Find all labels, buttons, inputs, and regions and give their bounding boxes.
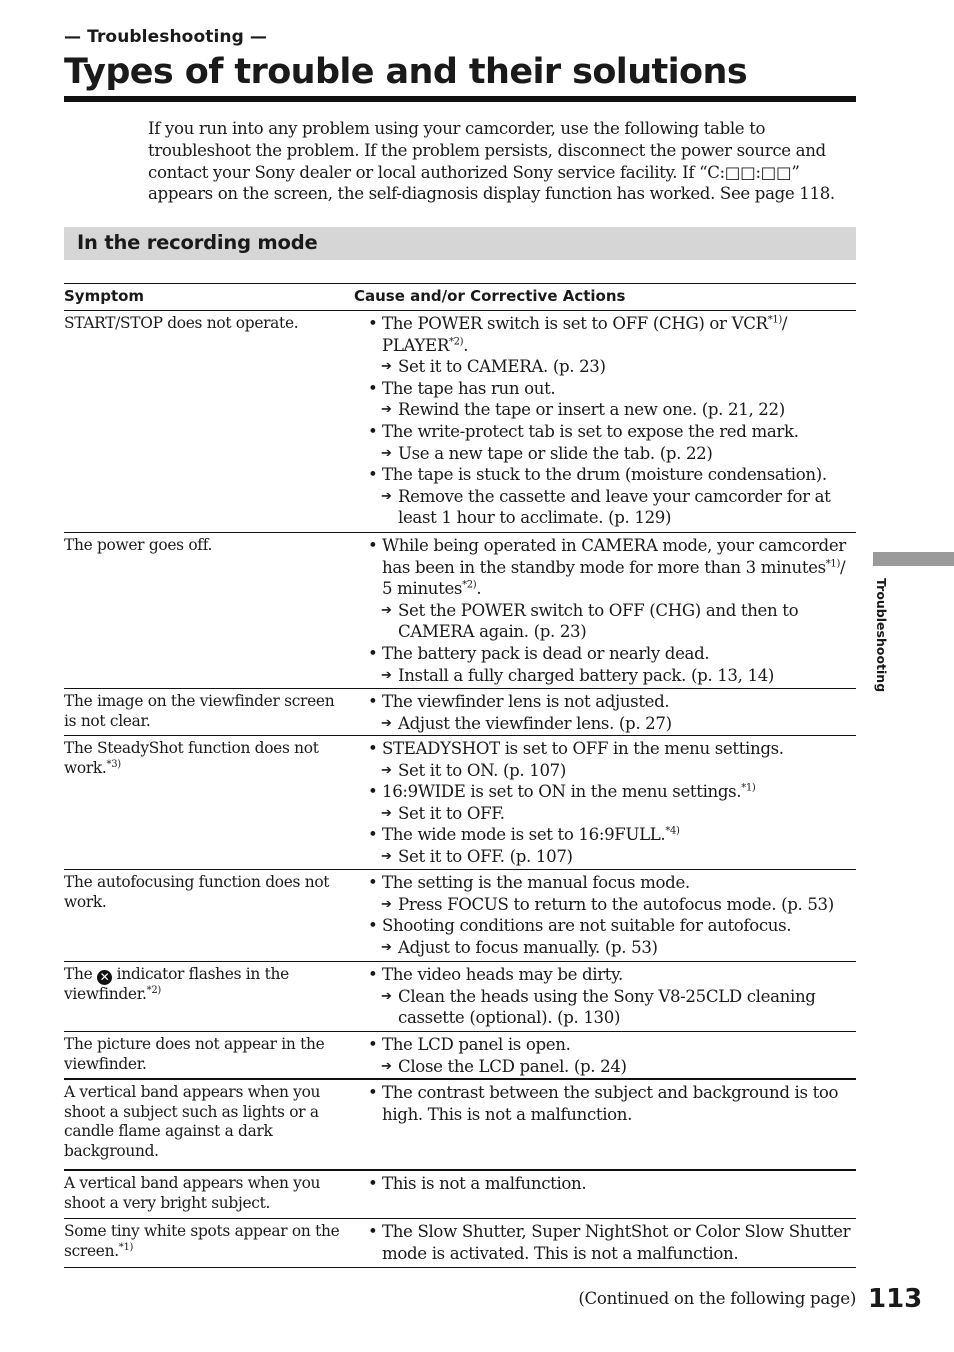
action-item: ➔ Adjust the viewfinder lens. (p. 27) [354,713,856,735]
symptom-cell: The image on the viewfinder screen is not clear. [64,692,335,730]
page-title: Types of trouble and their solutions [64,52,748,92]
table-row [64,1171,856,1219]
cause-cell [354,962,856,1031]
action-item: ➔ Clean the heads using the Sony V8-25CLD cleaning cassette (optional). (p. 130) [354,986,856,1029]
cause-item: • While being operated in CAMERA mode, your camcorder has been in the standby mode for more than 3 minutes$^{*1)}$/ 5 minutes$^{*2)}$. [354,535,856,600]
symptom-cell: The autofocusing function does not work. [64,873,330,911]
action-item: ➔ Install a fully charged battery pack. (p. 13, 14) [354,665,856,687]
cause-item: • The setting is the manual focus mode. [354,872,856,894]
side-tab-marker [873,552,954,566]
action-item: ➔ Set the POWER switch to OFF (CHG) and then to CAMERA again. (p. 23) [354,600,856,643]
continued-note: (Continued on the following page) [578,1289,856,1308]
cause-cell [354,689,856,735]
cause-cell [354,311,856,532]
cause-item: • The write-protect tab is set to expose the red mark. [354,421,856,443]
section-kicker: — Troubleshooting — [64,27,267,47]
cause-item: • The POWER switch is set to OFF (CHG) or VCR$^{*1)}$/ PLAYER$^{*2)}$. [354,313,856,356]
cause-item: • The viewfinder lens is not adjusted. [354,691,856,713]
cause-item: • STEADYSHOT is set to OFF in the menu settings. [354,738,856,760]
intro-text: If you run into any problem using your camcorder, use the following table to troubleshoot the problem. If the problem persists, disconnect the power source and contact your Sony dealer or local authorized Sony service facility. If “C:□□:□□” appears on the screen, the self-diagnosis display function has worked. See page 118. [148,119,835,204]
action-item: ➔ Set it to ON. (p. 107) [354,760,856,782]
table-row [64,736,856,870]
table-row [64,962,856,1032]
table-row [64,689,856,736]
action-item: ➔ Press FOCUS to return to the autofocus mode. (p. 53) [354,894,856,916]
table-row [64,1080,856,1171]
table-row [64,311,856,533]
cause-cell [354,1171,856,1218]
cause-item: • 16:9WIDE is set to ON in the menu settings.$^{*1)}$ [354,781,856,803]
table-row [64,870,856,962]
cause-cell [354,870,856,961]
cause-item: • This is not a malfunction. [354,1173,856,1195]
troubleshooting-table [64,283,856,1268]
header-cause: Cause and/or Corrective Actions [354,287,626,305]
symptom-cell: The picture does not appear in the viewfinder. [64,1035,325,1073]
intro-paragraph [148,118,838,205]
cause-item: • The video heads may be dirty. [354,964,856,986]
cause-item: • The Slow Shutter, Super NightShot or Color Slow Shutter mode is activated. This is not a malfunction. [354,1221,856,1264]
header-symptom: Symptom [64,287,145,305]
symptom-cell: Some tiny white spots appear on the screen.$^{*1)}$ [64,1222,340,1260]
subsection-title: In the recording mode [77,231,318,254]
symptom-cell: START/STOP does not operate. [64,314,299,332]
cause-cell [354,1032,856,1078]
action-item: ➔ Remove the cassette and leave your camcorder for at least 1 hour to acclimate. (p. 129) [354,486,856,529]
cause-item: • The contrast between the subject and background is too high. This is not a malfunction. [354,1082,856,1125]
symptom-cell: The SteadyShot function does not work.$^{*3)}$ [64,739,319,777]
x-indicator-icon: ✕ [97,970,112,985]
symptom-cell: The power goes off. [64,536,213,554]
side-tab-label: Troubleshooting [874,578,889,693]
symptom-cell: A vertical band appears when you shoot a subject such as lights or a candle flame against a dark background. [64,1083,321,1160]
action-item: ➔ Set it to CAMERA. (p. 23) [354,356,856,378]
cause-item: • The tape has run out. [354,378,856,400]
table-row [64,1032,856,1080]
cause-cell [354,533,856,688]
action-item: ➔ Use a new tape or slide the tab. (p. 22) [354,443,856,465]
symptom-cell: The ✕ indicator flashes in the viewfinder.$^{*2)}$ [64,965,289,1003]
action-item: ➔ Adjust to focus manually. (p. 53) [354,937,856,959]
action-item: ➔ Set it to OFF. [354,803,856,825]
action-item: ➔ Rewind the tape or insert a new one. (p. 21, 22) [354,399,856,421]
subsection-banner [64,227,856,260]
cause-item: • The wide mode is set to 16:9FULL.$^{*4)}$ [354,824,856,846]
table-row [64,1219,856,1268]
cause-item: • The LCD panel is open. [354,1034,856,1056]
cause-item: • The battery pack is dead or nearly dead. [354,643,856,665]
cause-cell [354,1080,856,1169]
page-number: 113 [868,1284,923,1314]
action-item: ➔ Set it to OFF. (p. 107) [354,846,856,868]
table-row [64,533,856,689]
cause-item: • Shooting conditions are not suitable for autofocus. [354,915,856,937]
table-body [64,311,856,1268]
cause-cell [354,1219,856,1267]
cause-item: • The tape is stuck to the drum (moisture condensation). [354,464,856,486]
action-item: ➔ Close the LCD panel. (p. 24) [354,1056,856,1078]
table-header [64,284,856,311]
cause-cell [354,736,856,869]
title-rule [64,96,856,102]
symptom-cell: A vertical band appears when you shoot a very bright subject. [64,1174,321,1212]
